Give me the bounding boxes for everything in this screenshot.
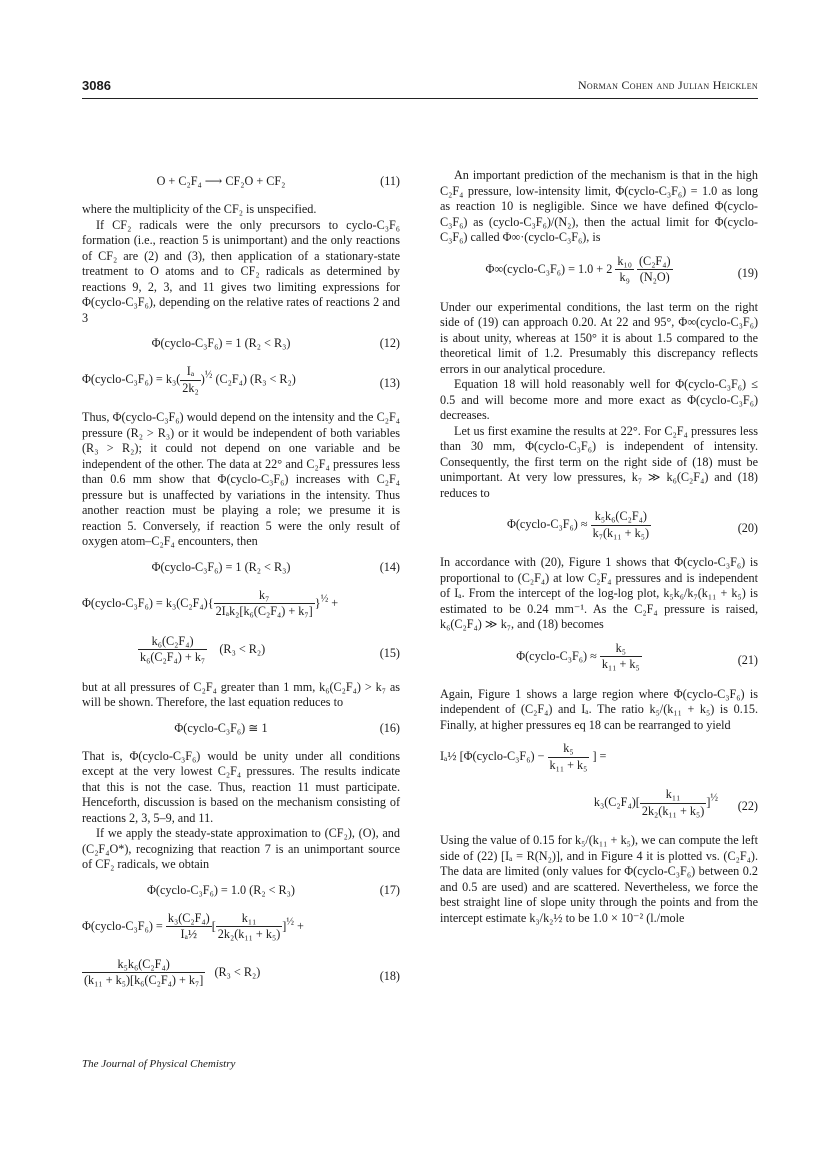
- paragraph: Let us first examine the results at 22°. For C₂F₄ pressures less than 30 mm, Φ(cyclo-C₃F₆) is independent of intensity. Consequently, the first term on the right side of (18) must be unimportant. At very low pressures, k₇ ≫ k₆(C₂F₄) and (18) reduces to: [440, 423, 758, 500]
- equation-11: O + C₂F₄ ⟶ CF₂O + CF₂ (11): [156, 174, 400, 188]
- paragraph: but at all pressures of C₂F₄ greater than 1 mm, k₆(C₂F₄) > k₇ as will be shown. Therefore, the last equation reduces to: [82, 679, 400, 709]
- equation-14: Φ(cyclo-C₃F₆) = 1 (R₂ < R₃) (14): [151, 559, 400, 574]
- paragraph: Again, Figure 1 shows a large region where Φ(cyclo-C₃F₆) is independent of (C₂F₄) and Iₐ. The ratio k₅/(k₁₁ + k₅) is 0.15. Finally, at higher pressures eq 18 can be rearranged to yield: [440, 686, 758, 732]
- journal-footer: The Journal of Physical Chemistry: [82, 1058, 236, 1070]
- equation-15b: $\frac{\text{k₆(C₂F₄)}}{\text{k₆(C₂F₄) + k₇}}$ (R₃ < R₂) (15): [140, 633, 400, 664]
- paragraph: In accordance with (20), Figure 1 shows that Φ(cyclo-C₃F₆) is proportional to (C₂F₄) at low C₂F₄ pressures and is independent of Iₐ. From the intercept of the log-log plot, k₅k₆/k₇(k₁₁ + k₅) is estimated to be 0.24 mm⁻¹. As the C₂F₄ pressure is raised, k₆(C₂F₄) ≫ k₇, and (18) becomes: [440, 555, 758, 631]
- equation-21: Φ(cyclo-C₃F₆) ≈ $\frac{\text{k₅}}{\text{k₁₁ + k₅}}$ (21): [516, 640, 758, 671]
- equation-13: Φ(cyclo-C₃F₆) = k₃( $\frac{\text{Iₐ}}{\text{2k₂}}$ )$^{\frac{1}{2}}$ (C₂F₄) (R₃ < R₂) (13): [82, 364, 400, 395]
- equation-18b: $\frac{\text{k₅k₆(C₂F₄)}}{\text{(k₁₁ + k₅)[k₆(C₂F₄) + k₇]}}$ (R₃ < R₂) (18): [84, 956, 400, 987]
- equation-19: Φ∞(cyclo-C₃F₆) = 1.0 + 2 $\frac{\text{k₁₀}}{\text{k₉}}$ $\frac{\text{(C₂F₄)}}{\text{(N₂O)}}$ (19): [485, 253, 758, 284]
- paragraph: Thus, Φ(cyclo-C₃F₆) would depend on the intensity and the C₂F₄ pressure (R₂ > R₃) or it would be independent of both variables (R₃ > R₂); it could not depend on one variable and be independent of the other. The data at 22° and C₂F₄ pressures less than 0.6 mm show that Φ(cyclo-C₃F₆) increases with C₂F₄ pressure but is unaffected by variations in the intensity. Thus another reaction must be playing a role; we presume it is reaction 5. Conversely, if reaction 5 were the only result of oxygen atom–C₂F₄ encounters, then: [82, 410, 400, 548]
- paragraph: If we apply the steady-state approximation to (CF₂), (O), and (C₂F₄O*), recognizing that reaction 7 is an unimportant source of CF₂ radicals, we obtain: [82, 826, 400, 871]
- paragraph: Under our experimental conditions, the last term on the right side of (19) can approach 0.20. At 22 and 95°, Φ∞(cyclo-C₃F₆) is about unity, whereas at 150° it is about 1.5 compared to the theoretical limit of 1.2. Presumably this discrepancy reflects errors in our analytical procedure.: [440, 299, 758, 376]
- equation-18a: Φ(cyclo-C₃F₆) = $\frac{\text{k₃(C₂F₄)}}{\text{Iₐ½}}$ [ $\frac{\text{k₁₁}}{\text{2k₂(k₁₁ + k₅)}}$ ]$^{\frac{1}{2}}$ +: [82, 910, 304, 941]
- page-header: [82, 78, 758, 98]
- equation-20: Φ(cyclo-C₃F₆) ≈ $\frac{\text{k₅k₆(C₂F₄)}}{\text{k₇(k₁₁ + k₅)}}$ (20): [506, 509, 758, 540]
- paragraph: If CF₂ radicals were the only precursors to cyclo-C₃F₆ formation (i.e., reaction 5 is unimportant) and the only reactions of CF₂ are (2) and (3), then application of a stationary-state treatment to O atoms and to CF₂ radicals as determined by reactions 9, 2, 3, and 11 gives two limiting expressions for Φ(cyclo-C₃F₆), depending on the relative rates of reactions 2 and 3: [82, 217, 400, 325]
- page-number: 3086: [82, 78, 111, 93]
- equation-15a: Φ(cyclo-C₃F₆) = k₃(C₂F₄){ $\frac{\text{k₇}}{\text{2Iₐk₂[k₆(C₂F₄) + k₇]}}$ }$^{\frac{1}{2}}$ +: [82, 587, 339, 618]
- equation-22a: Iₐ½ [Φ(cyclo-C₃F₆) − $\frac{\text{k₅}}{\text{k₁₁ + k₅}}$ ] =: [440, 741, 607, 772]
- running-head: Norman Cohen and Julian Heicklen: [577, 78, 758, 92]
- paragraph: Equation 18 will hold reasonably well for Φ(cyclo-C₃F₆) ≤ 0.5 and will become more and more exact as Φ(cyclo-C₃F₆) decreases.: [440, 377, 758, 422]
- equation-16: Φ(cyclo-C₃F₆) ≅ 1 (16): [174, 720, 400, 735]
- right-column: [440, 168, 758, 926]
- paragraph: where the multiplicity of the CF₂ is unspecified.: [82, 202, 317, 216]
- paragraph: An important prediction of the mechanism is that in the high C₂F₄ pressure, low-intensity limit, Φ(cyclo-C₃F₆) = 1.0 as long as reaction 10 is negligible. Since we have defined Φ(cyclo-C₃F₆) as (cyclo-C₃F₆)/(N₂), then the actual limit for Φ(cyclo-C₃F₆) called Φ∞·(cyclo-C₃F₆), is: [440, 168, 758, 244]
- paragraph: That is, Φ(cyclo-C₃F₆) would be unity under all conditions except at the very lowest C₂F₄ pressures. The results indicate that this is not the case. Thus, reaction 11 must participate. Henceforth, discussion is based on the mechanism consisting of reactions 2, 3, 5–9, and 11.: [82, 748, 400, 825]
- paragraph: Using the value of 0.15 for k₅/(k₁₁ + k₅), we can compute the left side of (22) [Iₐ = R(N₂)], and in Figure 4 it is plotted vs. (C₂F₄). The data are limited (only values for Φ(cyclo-C₃F₆) between 0.2 and 0.5 are used) and are scattered. Nevertheless, we force the best straight line of slope unity through the points and from the intercept estimate k₃/k₂½ to be 1.0 × 10⁻² (l./mole: [440, 833, 758, 925]
- equation-22b: k₃(C₂F₄)[ $\frac{\text{k₁₁}}{\text{2k₂(k₁₁ + k₅)}}$ ]$^{\frac{1}{2}}$ (22): [593, 787, 758, 818]
- equation-17: Φ(cyclo-C₃F₆) = 1.0 (R₂ < R₃) (17): [147, 882, 400, 897]
- equation-12: Φ(cyclo-C₃F₆) = 1 (R₂ < R₃) (12): [151, 336, 400, 350]
- left-column: [82, 168, 400, 1003]
- header-rule: [82, 98, 758, 99]
